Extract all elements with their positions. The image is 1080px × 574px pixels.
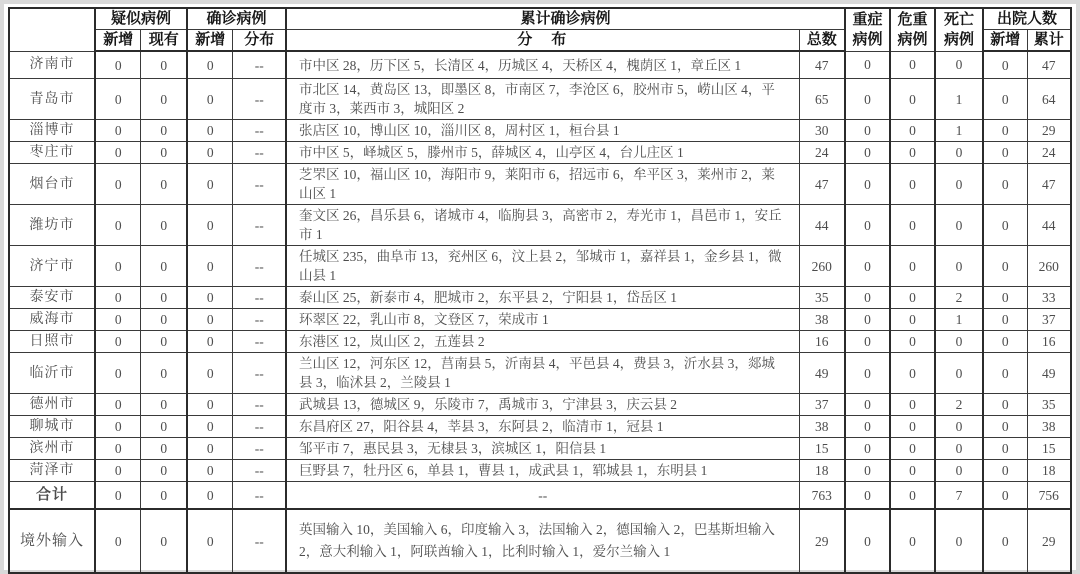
suspected-current-cell: 0 [141,164,187,205]
cumulative-total-cell: 47 [799,51,845,79]
suspected-current-cell: 0 [141,331,187,353]
confirmed-new-cell: 0 [187,460,233,482]
cumulative-total-header: 总数 [799,30,845,52]
discharged-new-header: 新增 [983,30,1027,52]
death-cell: 0 [935,164,983,205]
confirmed-new-cell: 0 [187,79,233,120]
severe-cell: 0 [845,509,890,573]
confirmed-dist-cell: -- [233,287,286,309]
cumulative-dist-cell: 张店区 10，博山区 10，淄川区 8，周村区 1，桓台县 1 [286,120,799,142]
cumulative-total-cell: 38 [799,309,845,331]
discharged-total-cell: 29 [1027,509,1071,573]
suspected-current-cell: 0 [141,353,187,394]
critical-cell: 0 [890,353,935,394]
suspected-new-cell: 0 [95,142,141,164]
severe-cell: 0 [845,460,890,482]
suspected-current-header: 现有 [141,30,187,52]
severe-cell: 0 [845,246,890,287]
confirmed-dist-cell: -- [233,205,286,246]
cumulative-dist-cell: 兰山区 12，河东区 12，莒南县 5，沂南县 4，平邑县 4，费县 3，沂水县 3，郯城县 3，临沭县 2，兰陵县 1 [286,353,799,394]
cumulative-total-cell: 15 [799,438,845,460]
header-row-groups [9,8,1071,30]
confirmed-new-cell: 0 [187,120,233,142]
city-cell: 枣庄市 [9,142,95,164]
city-cell: 烟台市 [9,164,95,205]
table-row [9,120,1071,142]
severe-cell: 0 [845,353,890,394]
discharged-total-cell: 24 [1027,142,1071,164]
table-row [9,287,1071,309]
critical-cell: 0 [890,142,935,164]
city-cell: 潍坊市 [9,205,95,246]
critical-group-header: 危重病例 [890,8,935,51]
discharged-total-cell: 44 [1027,205,1071,246]
confirmed-new-cell: 0 [187,416,233,438]
severe-cell: 0 [845,142,890,164]
cumulative-total-cell: 29 [799,509,845,573]
suspected-current-cell: 0 [141,246,187,287]
city-cell: 威海市 [9,309,95,331]
severe-cell: 0 [845,482,890,510]
death-cell: 0 [935,51,983,79]
cumulative-dist-cell: 芝罘区 10，福山区 10，海阳市 9，莱阳市 6，招远市 6，牟平区 3，莱州市 2，莱山区 1 [286,164,799,205]
city-cell: 临沂市 [9,353,95,394]
discharged-total-cell: 260 [1027,246,1071,287]
severe-cell: 0 [845,394,890,416]
suspected-new-cell: 0 [95,164,141,205]
discharged-total-cell: 16 [1027,331,1071,353]
cumulative-dist-cell: 邹平市 7，惠民县 3，无棣县 3，滨城区 1，阳信县 1 [286,438,799,460]
severe-cell: 0 [845,51,890,79]
discharged-new-cell: 0 [983,287,1027,309]
discharged-total-cell: 64 [1027,79,1071,120]
suspected-new-cell: 0 [95,205,141,246]
cumulative-total-cell: 260 [799,246,845,287]
severe-cell: 0 [845,287,890,309]
severe-group-header: 重症病例 [845,8,890,51]
table-row [9,438,1071,460]
death-cell: 2 [935,394,983,416]
table-row [9,205,1071,246]
confirmed-new-cell: 0 [187,353,233,394]
death-cell: 0 [935,142,983,164]
cumulative-dist-cell: 泰山区 25，新泰市 4，肥城市 2，东平县 2，宁阳县 1，岱岳区 1 [286,287,799,309]
suspected-new-cell: 0 [95,438,141,460]
confirmed-group-header: 确诊病例 [187,8,286,30]
table-row [9,460,1071,482]
cumulative-total-cell: 35 [799,287,845,309]
discharged-new-cell: 0 [983,482,1027,510]
severe-cell: 0 [845,164,890,205]
discharged-new-cell: 0 [983,142,1027,164]
cumulative-total-cell: 47 [799,164,845,205]
discharged-new-cell: 0 [983,460,1027,482]
severe-cell: 0 [845,79,890,120]
suspected-current-cell: 0 [141,509,187,573]
suspected-current-cell: 0 [141,142,187,164]
cumulative-total-cell: 16 [799,331,845,353]
table-row [9,331,1071,353]
discharged-new-cell: 0 [983,438,1027,460]
table-row [9,142,1071,164]
discharged-new-cell: 0 [983,164,1027,205]
cumulative-total-cell: 24 [799,142,845,164]
cumulative-total-cell: 30 [799,120,845,142]
cumulative-dist-cell: 巨野县 7，牡丹区 6，单县 1，曹县 1，成武县 1，郓城县 1，东明县 1 [286,460,799,482]
confirmed-new-cell: 0 [187,51,233,79]
suspected-new-cell: 0 [95,51,141,79]
death-cell: 0 [935,460,983,482]
critical-cell: 0 [890,309,935,331]
table-row [9,246,1071,287]
table-row [9,51,1071,79]
discharged-total-cell: 33 [1027,287,1071,309]
corner-header-cell [9,8,95,51]
discharged-new-cell: 0 [983,353,1027,394]
confirmed-new-cell: 0 [187,482,233,510]
discharged-new-cell: 0 [983,246,1027,287]
cumulative-total-cell: 65 [799,79,845,120]
confirmed-new-cell: 0 [187,164,233,205]
severe-cell: 0 [845,438,890,460]
report-page [4,4,1076,570]
cumulative-dist-cell: 市中区 5，峄城区 5，滕州市 5，薛城区 4，山亭区 4，台儿庄区 1 [286,142,799,164]
suspected-current-cell: 0 [141,460,187,482]
suspected-new-cell: 0 [95,79,141,120]
table-row [9,353,1071,394]
city-cell: 济宁市 [9,246,95,287]
confirmed-dist-cell: -- [233,164,286,205]
city-cell: 淄博市 [9,120,95,142]
death-cell: 0 [935,246,983,287]
suspected-current-cell: 0 [141,205,187,246]
confirmed-dist-cell: -- [233,482,286,510]
city-cell: 德州市 [9,394,95,416]
city-cell: 菏泽市 [9,460,95,482]
critical-cell: 0 [890,438,935,460]
confirmed-new-cell: 0 [187,438,233,460]
discharged-total-cell: 37 [1027,309,1071,331]
death-cell: 1 [935,309,983,331]
discharged-total-cell: 49 [1027,353,1071,394]
confirmed-dist-cell: -- [233,509,286,573]
confirmed-new-cell: 0 [187,509,233,573]
city-cell: 合计 [9,482,95,510]
confirmed-new-cell: 0 [187,142,233,164]
confirmed-new-cell: 0 [187,287,233,309]
discharged-total-cell: 35 [1027,394,1071,416]
cumulative-dist-cell: 市北区 14，黄岛区 13，即墨区 8，市南区 7，李沧区 6，胶州市 5，崂山区 4，平度市 3，莱西市 3，城阳区 2 [286,79,799,120]
confirmed-new-cell: 0 [187,246,233,287]
table-row [9,394,1071,416]
confirmed-dist-cell: -- [233,120,286,142]
cumulative-total-cell: 18 [799,460,845,482]
discharged-total-cell: 756 [1027,482,1071,510]
discharged-new-cell: 0 [983,416,1027,438]
city-cell: 泰安市 [9,287,95,309]
confirmed-dist-cell: -- [233,246,286,287]
critical-cell: 0 [890,287,935,309]
cumulative-dist-cell: 环翠区 22，乳山市 8，文登区 7，荣成市 1 [286,309,799,331]
confirmed-dist-cell: -- [233,331,286,353]
death-cell: 1 [935,79,983,120]
cumulative-dist-cell: 市中区 28，历下区 5，长清区 4，历城区 4，天桥区 4，槐荫区 1，章丘区 1 [286,51,799,79]
cumulative-total-cell: 49 [799,353,845,394]
discharged-total-cell: 15 [1027,438,1071,460]
discharged-total-cell: 29 [1027,120,1071,142]
suspected-new-cell: 0 [95,120,141,142]
cumulative-dist-header: 分 布 [286,30,799,52]
critical-cell: 0 [890,331,935,353]
city-cell: 青岛市 [9,79,95,120]
table-row [9,509,1071,573]
table-row [9,79,1071,120]
death-cell: 2 [935,287,983,309]
confirmed-dist-cell: -- [233,416,286,438]
critical-cell: 0 [890,51,935,79]
death-cell: 0 [935,416,983,438]
city-cell: 境外输入 [9,509,95,573]
cumulative-total-cell: 44 [799,205,845,246]
critical-cell: 0 [890,120,935,142]
confirmed-dist-cell: -- [233,309,286,331]
cases-table-body [9,51,1071,573]
confirmed-dist-header: 分布 [233,30,286,52]
discharged-new-cell: 0 [983,509,1027,573]
critical-cell: 0 [890,79,935,120]
suspected-new-cell: 0 [95,331,141,353]
city-cell: 济南市 [9,51,95,79]
confirmed-new-cell: 0 [187,309,233,331]
critical-cell: 0 [890,394,935,416]
discharged-new-cell: 0 [983,79,1027,120]
cumulative-dist-cell: -- [286,482,799,510]
confirmed-new-cell: 0 [187,331,233,353]
death-cell: 1 [935,120,983,142]
suspected-current-cell: 0 [141,51,187,79]
cumulative-dist-cell: 东港区 12，岚山区 2，五莲县 2 [286,331,799,353]
cumulative-dist-cell: 东昌府区 27，阳谷县 4，莘县 3，东阿县 2，临清市 1，冠县 1 [286,416,799,438]
cumulative-dist-cell: 英国输入 10，美国输入 6，印度输入 3，法国输入 2，德国输入 2，巴基斯坦输入 2，意大利输入 1，阿联酋输入 1，比利时输入 1，爱尔兰输入 1 [286,509,799,573]
severe-cell: 0 [845,120,890,142]
cumulative-dist-cell: 武城县 13，德城区 9，乐陵市 7，禹城市 3，宁津县 3，庆云县 2 [286,394,799,416]
discharged-total-cell: 38 [1027,416,1071,438]
discharged-new-cell: 0 [983,120,1027,142]
discharged-total-cell: 47 [1027,51,1071,79]
city-cell: 滨州市 [9,438,95,460]
discharged-total-cell: 47 [1027,164,1071,205]
confirmed-new-cell: 0 [187,394,233,416]
confirmed-dist-cell: -- [233,438,286,460]
death-cell: 0 [935,509,983,573]
discharged-new-cell: 0 [983,51,1027,79]
critical-cell: 0 [890,509,935,573]
cumulative-dist-cell: 奎文区 26，昌乐县 6，诸城市 4，临朐县 3，高密市 2，寿光市 1，昌邑市 1，安丘市 1 [286,205,799,246]
death-cell: 7 [935,482,983,510]
suspected-new-header: 新增 [95,30,141,52]
suspected-current-cell: 0 [141,482,187,510]
suspected-current-cell: 0 [141,416,187,438]
critical-cell: 0 [890,164,935,205]
critical-cell: 0 [890,246,935,287]
confirmed-dist-cell: -- [233,142,286,164]
suspected-new-cell: 0 [95,482,141,510]
suspected-new-cell: 0 [95,309,141,331]
suspected-new-cell: 0 [95,460,141,482]
suspected-new-cell: 0 [95,353,141,394]
city-cell: 聊城市 [9,416,95,438]
death-cell: 0 [935,353,983,394]
cumulative-dist-cell: 任城区 235，曲阜市 13，兖州区 6，汶上县 2，邹城市 1，嘉祥县 1，金乡县 1，微山县 1 [286,246,799,287]
discharged-new-cell: 0 [983,205,1027,246]
suspected-current-cell: 0 [141,120,187,142]
table-row [9,416,1071,438]
cumulative-total-cell: 38 [799,416,845,438]
discharged-new-cell: 0 [983,331,1027,353]
severe-cell: 0 [845,416,890,438]
discharged-group-header: 出院人数 [983,8,1071,30]
confirmed-dist-cell: -- [233,79,286,120]
critical-cell: 0 [890,460,935,482]
suspected-current-cell: 0 [141,438,187,460]
severe-cell: 0 [845,309,890,331]
confirmed-dist-cell: -- [233,51,286,79]
death-group-header: 死亡病例 [935,8,983,51]
cumulative-total-cell: 37 [799,394,845,416]
suspected-group-header: 疑似病例 [95,8,187,30]
confirmed-dist-cell: -- [233,460,286,482]
critical-cell: 0 [890,416,935,438]
suspected-current-cell: 0 [141,309,187,331]
confirmed-dist-cell: -- [233,394,286,416]
table-row [9,164,1071,205]
table-row [9,309,1071,331]
death-cell: 0 [935,205,983,246]
confirmed-new-header: 新增 [187,30,233,52]
death-cell: 0 [935,331,983,353]
suspected-new-cell: 0 [95,394,141,416]
cumulative-total-cell: 763 [799,482,845,510]
suspected-new-cell: 0 [95,246,141,287]
cumulative-group-header: 累计确诊病例 [286,8,845,30]
critical-cell: 0 [890,205,935,246]
severe-cell: 0 [845,331,890,353]
severe-cell: 0 [845,205,890,246]
cases-table [8,7,1072,574]
city-cell: 日照市 [9,331,95,353]
death-cell: 0 [935,438,983,460]
discharged-total-header: 累计 [1027,30,1071,52]
suspected-current-cell: 0 [141,394,187,416]
suspected-new-cell: 0 [95,287,141,309]
confirmed-new-cell: 0 [187,205,233,246]
suspected-new-cell: 0 [95,416,141,438]
discharged-total-cell: 18 [1027,460,1071,482]
suspected-current-cell: 0 [141,287,187,309]
suspected-current-cell: 0 [141,79,187,120]
confirmed-dist-cell: -- [233,353,286,394]
discharged-new-cell: 0 [983,309,1027,331]
suspected-new-cell: 0 [95,509,141,573]
discharged-new-cell: 0 [983,394,1027,416]
table-row [9,482,1071,510]
critical-cell: 0 [890,482,935,510]
